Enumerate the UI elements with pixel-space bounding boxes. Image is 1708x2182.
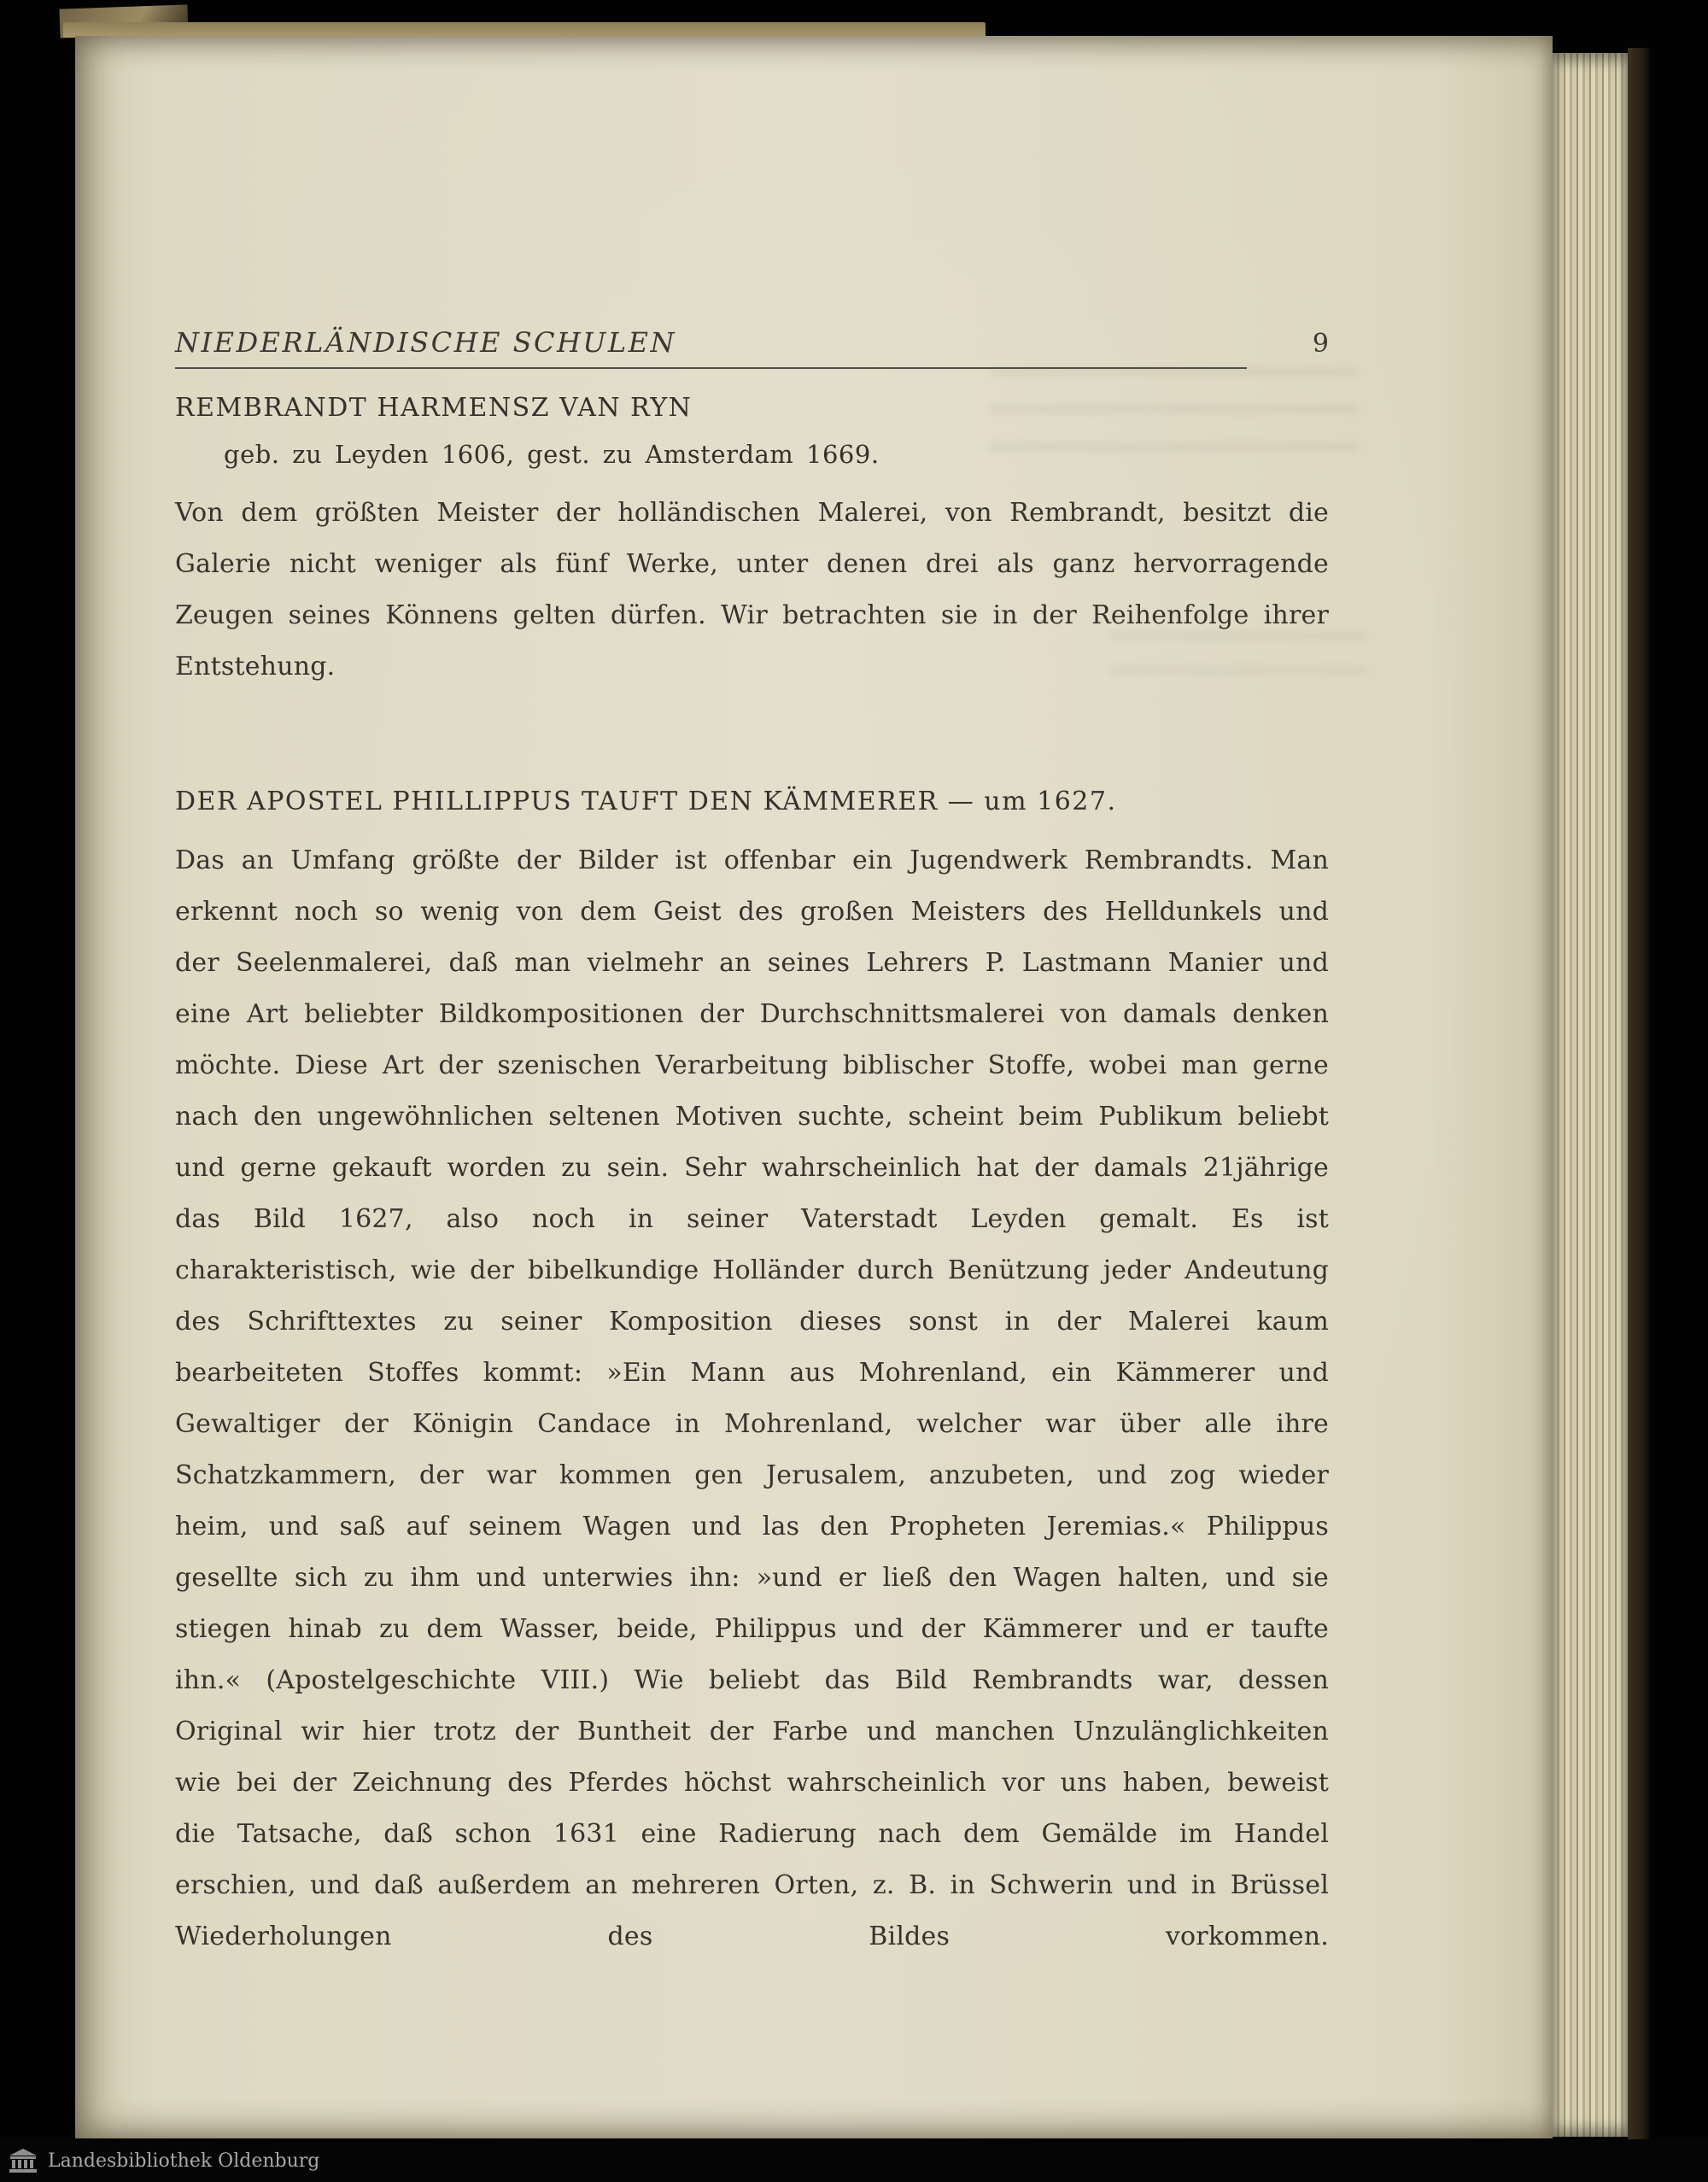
intro-paragraph: Von dem größten Meister der holländischen Malerei, von Rembrandt, besitzt die Galerie nicht weniger als fünf Werke, unter denen drei als ganz hervorragende Zeugen seines Könnens gelten dürfen. Wir betrachten sie in der Reihenfolge ihrer Entstehung. bbox=[175, 498, 1329, 682]
library-building-icon bbox=[9, 2148, 38, 2173]
running-header bbox=[175, 326, 1329, 359]
library-watermark-label: Landesbibliothek Oldenburg bbox=[48, 2150, 320, 2172]
book-page bbox=[75, 36, 1553, 2138]
artist-name-heading: REMBRANDT HARMENSZ VAN RYN bbox=[175, 393, 693, 423]
running-header-title: NIEDERLÄNDISCHE SCHULEN bbox=[175, 326, 676, 359]
header-rule bbox=[175, 367, 1247, 369]
stacked-page-edges bbox=[1553, 53, 1628, 2137]
section-heading: DER APOSTEL PHILLIPPUS TAUFT DEN KÄMMERER — um 1627. bbox=[175, 787, 1117, 816]
book-back-cover-edge bbox=[1628, 48, 1650, 2142]
section-body-paragraph: Das an Umfang größte der Bilder ist offenbar ein Jugendwerk Rembrandts. Man erkennt noch so wenig von dem Geist des großen Meisters des Helldunkels und der Seelenmalerei, daß man vielmehr an seines Lehrers P. Lastmann Manier und eine Art beliebter Bildkompositionen der Durchschnittsmalerei von damals denken möchte. Diese Art der szenischen Verarbeitung biblischer Stoffe, wobei man gerne nach den ungewöhnlichen seltenen Motiven suchte, scheint beim Publikum beliebt und gerne gekauft worden zu sein. Sehr wahrscheinlich hat der damals 21jährige das Bild 1627, also noch in seiner Vaterstadt Leyden gemalt. Es ist charakteristisch, wie der bibelkundige Holländer durch Benützung jeder Andeutung des Schrifttextes zu seiner Komposition dieses sonst in der Malerei kaum bearbeiteten Stoffes kommt: »Ein Mann aus Mohrenland, ein Kämmerer und Gewaltiger der Königin Candace in Mohrenland, welcher war über alle ihre Schatzkammern, der war kommen gen Jerusalem, anzubeten, und zog wieder heim, und saß auf seinem Wagen und las den Propheten Jeremias.« Philippus gesellte sich zu ihm und unterwies ihn: »und er ließ den Wagen halten, und sie stiegen hinab zu dem Wasser, beide, Philippus und der Kämmerer und er taufte ihn.« (Apostelgeschichte VIII.) Wie beliebt das Bild Rembrandts war, dessen Original wir hier trotz der Buntheit der Farbe und manchen Unzulänglichkeiten wie bei der Zeichnung des Pferdes höchst wahrscheinlich vor uns haben, beweist die Tatsache, daß schon 1631 eine Radierung nach dem Gemälde im Handel erschien, und daß außerdem an mehreren Orten, z. B. in Schwerin und in Brüssel Wiederholungen des Bildes vorkommen. bbox=[175, 845, 1329, 1951]
library-watermark-bar bbox=[0, 2139, 1708, 2182]
page-number: 9 bbox=[1312, 329, 1329, 359]
artist-dates: geb. zu Leyden 1606, gest. zu Amsterdam 1669. bbox=[224, 440, 880, 469]
